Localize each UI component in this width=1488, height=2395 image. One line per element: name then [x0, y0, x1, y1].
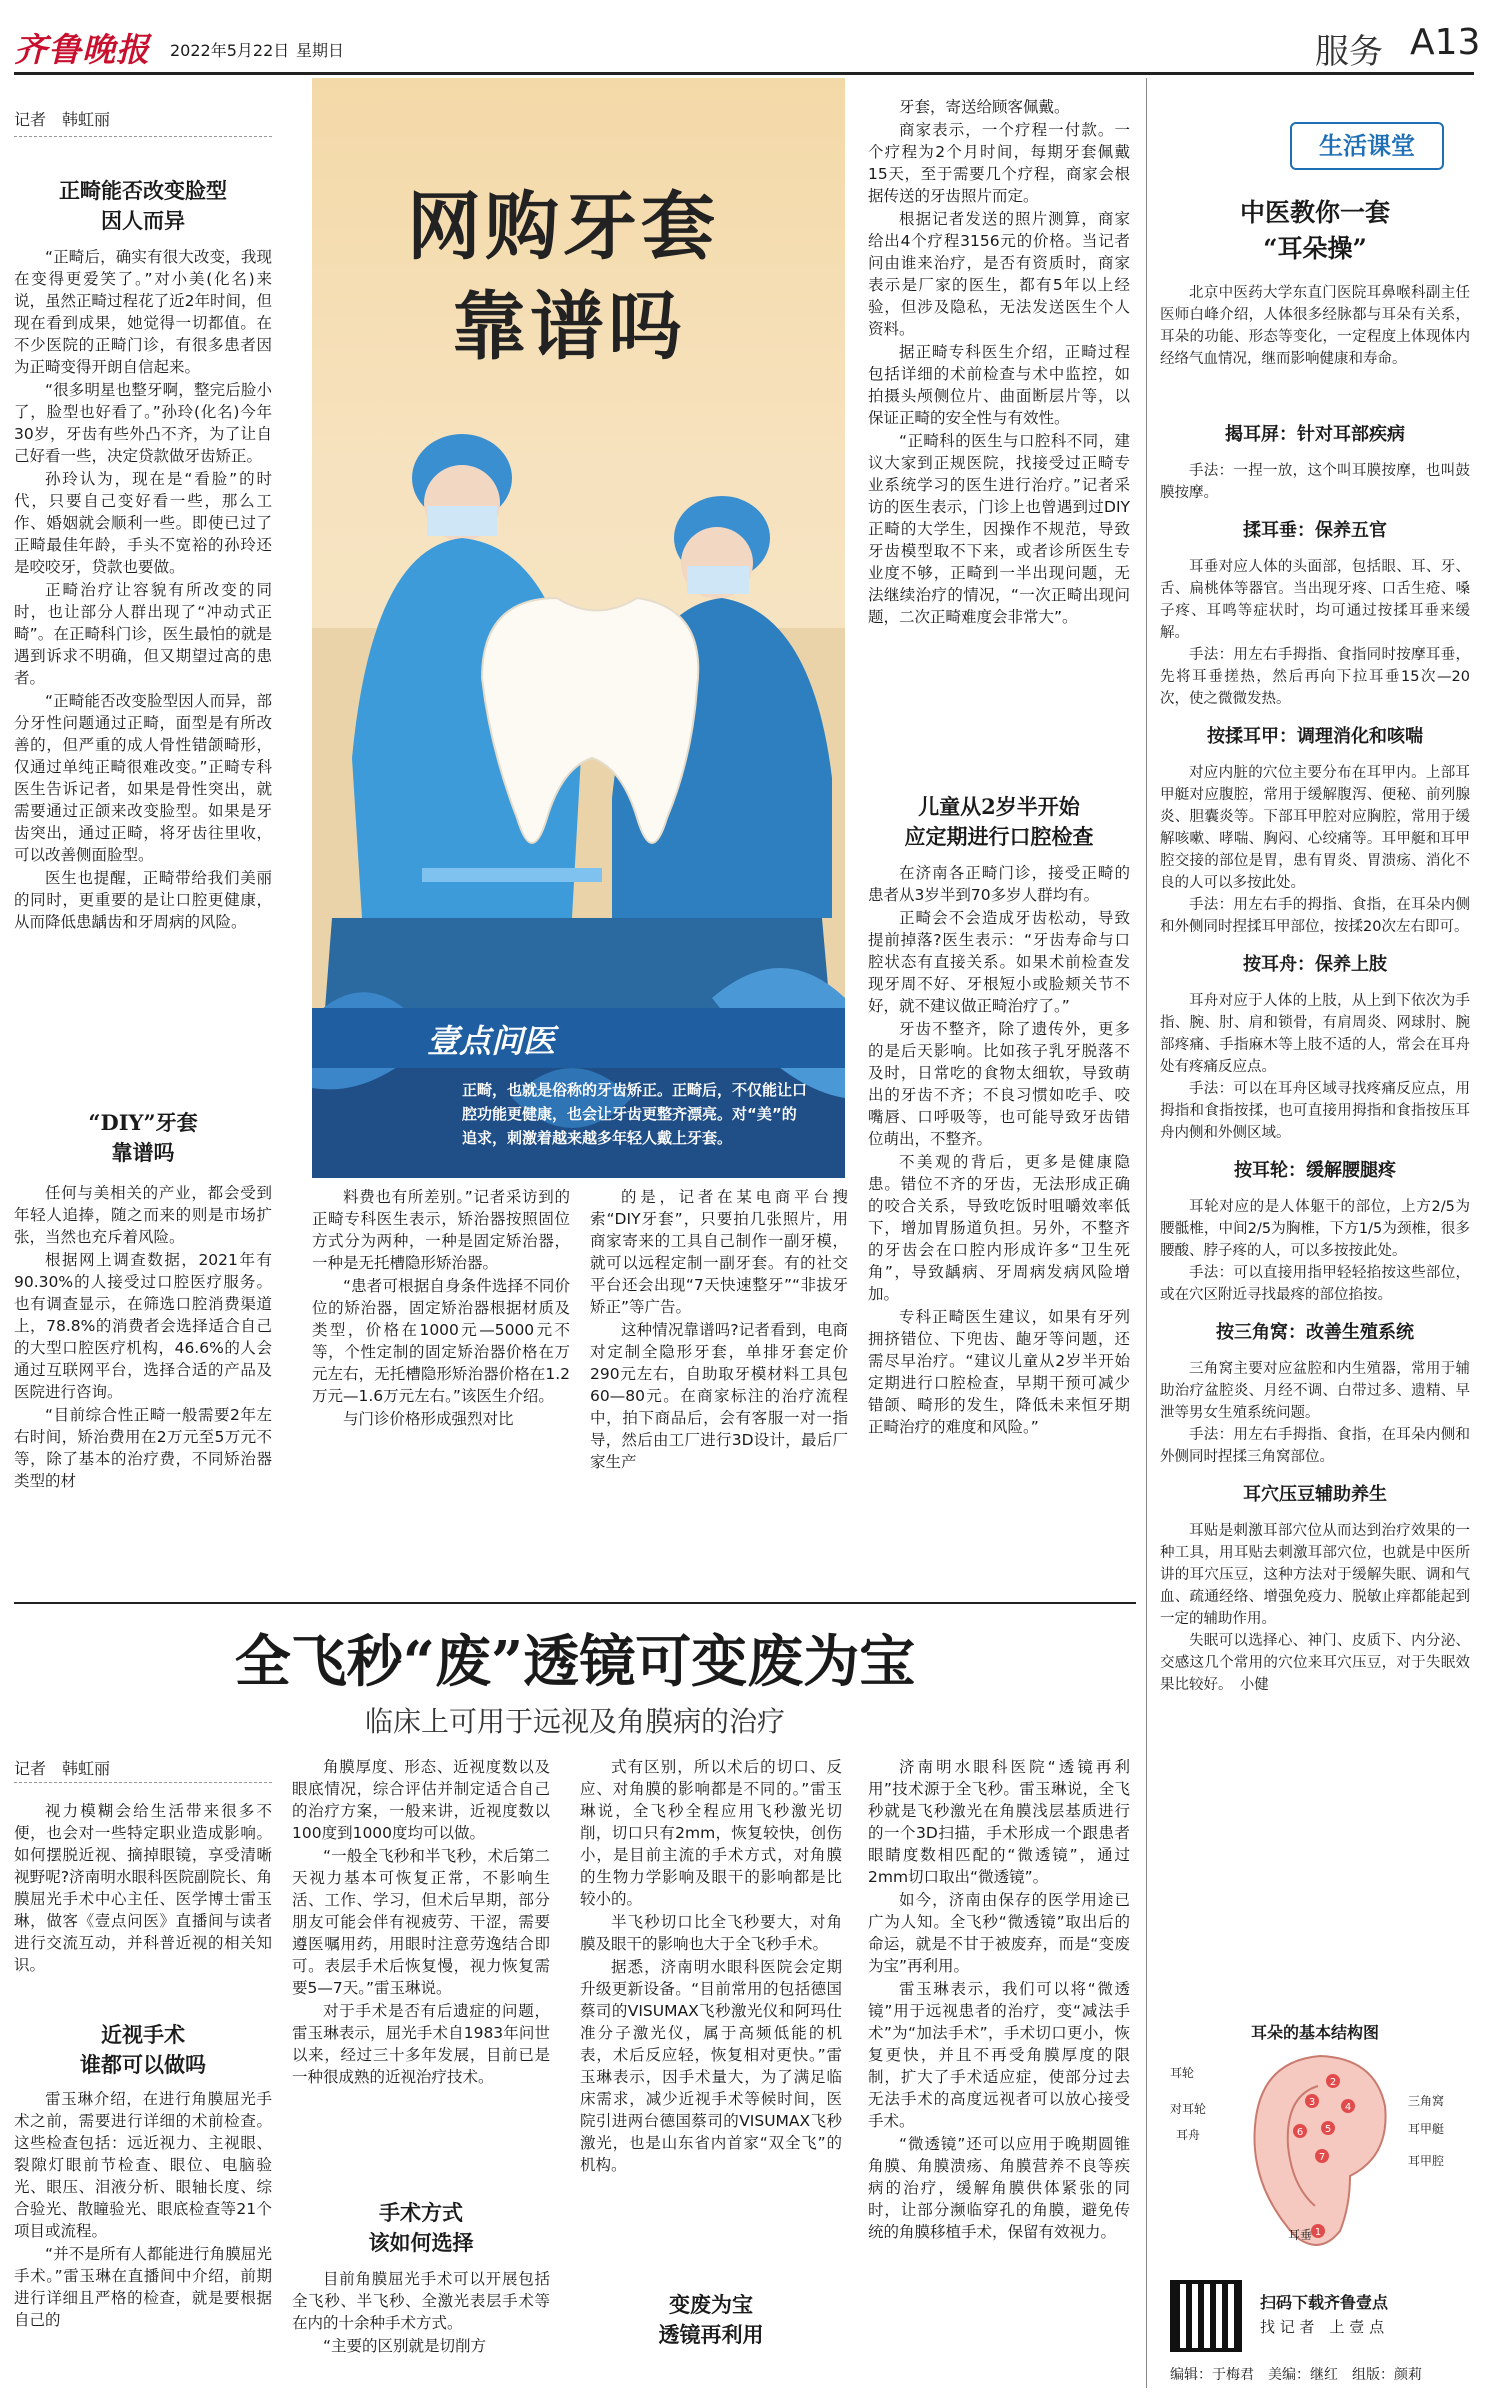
- ear-label: 耳轮: [1170, 2066, 1195, 2080]
- ear-label: 三角窝: [1408, 2094, 1445, 2108]
- ear-figure-title: 耳朵的基本结构图: [1250, 2023, 1379, 2042]
- tip-section: 揭耳屏：针对耳部疾病 手法：一捏一放，这个叫耳膜按摩，也叫鼓膜按摩。: [1160, 424, 1470, 501]
- story1-col2: 料费也有所差别。”记者采访到的正畸专科医生表示，矫治器按照固位方式分为两种，一种是固定矫治器，一种是无托槽隐形矫治器。 “患者可根据自身条件选择不同价位的矫治器，固定矫治器根据材质及类型，价格在1000元—5000元不等，个性定制的固定矫治器价格在万元左右，无托槽隐形矫治器价格在1.2万元—1.6万元左右。”该医生介绍。 与门诊价格形成强烈对比: [312, 1188, 570, 1428]
- ear-label: 耳垂: [1288, 2228, 1313, 2242]
- subhead-3a: 儿童从2岁半开始: [918, 794, 1080, 819]
- story1-col4b: 在济南各正畸门诊，接受正畸的患者从3岁半到70多岁人群均有。 正畸会不会造成牙齿松动，导致提前掉落?医生表示：“牙齿寿命与口腔状态有直接关系。如果术前检查发现牙周不好、牙根短小或脸颊关节不好，就不建议做正畸治疗了。” 牙齿不整齐，除了遗传外，更多的是后天影响。比如孩子乳牙脱落不及时，日常吃的食物太细软，导致萌出的牙齿不齐；不良习惯如吃手、咬嘴唇、口呼吸等，也可能导致牙齿错位萌出，不整齐。 不美观的背后，更多是健康隐患。错位不齐的牙齿，无法形成正确的咬合关系，导致吃饭时咀嚼效率低下，增加胃肠道负担。另外，不整齐的牙齿会在口腔内形成许多“卫生死角”，导致龋病、牙周病发病风险增加。 专科正畸医生建议，如果有牙列拥挤错位、下兜齿、龅牙等问题，还需尽早治疗。“建议儿童从2岁半开始定期进行口腔检查，早期干预可减少错颌、畸形的发生，降低未来恒牙期正畸治疗的难度和风险。”: [868, 864, 1130, 1436]
- qr-caption-2: 找 记 者 上 壹 点: [1260, 2318, 1385, 2336]
- illustration-lead: 正畸，也就是俗称的牙齿矫正。正畸后，不仅能让口腔功能更健康，也会让牙齿更整齐漂亮。对“美”的追求，刺激着越来越多年轻人戴上牙套。: [462, 1081, 808, 1147]
- tip-section: 按三角窝：改善生殖系统 三角窝主要对应盆腔和内生殖器，常用于辅助治疗盆腔炎、月经不调、白带过多、遗精、早泄等男女生殖系统问题。 手法：用左右手拇指、食指，在耳朵内侧和外侧同时捏揉三角窝部位。: [1160, 1322, 1470, 1465]
- story2-headline: 全飞秒“废”透镜可变废为宝: [234, 1629, 916, 1695]
- story2-col1b: 雷玉琳介绍，在进行角膜屈光手术之前，需要进行详细的术前检查。这些检查包括：远近视力、主视眼、裂隙灯眼前节检查、眼位、电脑验光、眼压、泪液分析、眼轴长度、综合验光、散瞳验光、眼底检查等21个项目或流程。 “并不是所有人都能进行角膜屈光手术。”雷玉琳在直播间中介绍，前期进行详细且严格的检查，就是要根据自己的: [14, 2090, 272, 2329]
- ear-label: 对耳轮: [1170, 2102, 1207, 2116]
- story1-col1: “正畸后，确实有很大改变，我现在变得更爱笑了。”对小美(化名)来说，虽然正畸过程花了近2年时间，但现在看到成果，她觉得一切都值。在不少医院的正畸门诊，有很多患者因为正畸变得开朗自信起来。 “很多明星也整牙啊，整完后脸小了，脸型也好看了。”孙玲(化名)今年30岁，牙齿有些外凸不齐，为了让自己好看一些，决定贷款做牙齿矫正。 孙玲认为，现在是“看脸”的时代，只要自己变好看一些，那么工作、婚姻就会顺利一些。即使已过了正畸最佳年龄，手头不宽裕的孙玲还是咬咬牙，贷款也要做。 正畸治疗让容貌有所改变的同时，也让部分人群出现了“冲动式正畸”。在正畸科门诊，医生最怕的就是遇到诉求不明确，但又期望过高的患者。 “正畸能否改变脸型因人而异，部分牙性问题通过正畸，面型是有所改善的，但严重的成人骨性错颌畸形，仅通过单纯正畸很难改变。”正畸专科医生告诉记者，如果是骨性突出，就需要通过正颌来改变脸型。如果是牙齿突出，通过正畸，将牙齿往里收，可以改善侧面脸型。 医生也提醒，正畸带给我们美丽的同时，更重要的是让口腔更健康，从而降低患龋齿和牙周病的风险。: [14, 248, 272, 931]
- svg-text:3: 3: [1308, 2097, 1316, 2108]
- column-tag: 生活课堂: [1290, 122, 1444, 170]
- story2-col1: 视力模糊会给生活带来很多不便，也会对一些特定职业造成影响。如何摆脱近视、摘掉眼镜，享受清晰视野呢?济南明水眼科医院副院长、角膜屈光手术中心主任、医学博士雷玉琳，做客《壹点问医》直播间与读者进行交流互动，并科普近视的相关知识。: [14, 1802, 272, 1974]
- story1-col3: 的是，记者在某电商平台搜索“DIY牙套”，只要拍几张照片，用商家寄来的工具自己制作一副牙模，就可以远程定制一副牙套。有的社交平台还会出现“7天快速整牙”“非拔牙矫正”等广告。 这种情况靠谱吗?记者看到，电商对定制全隐形牙套，单排牙套定价290元左右，自助取牙模材料工具包60—80元。在商家标注的治疗流程中，拍下商品后，会有客服一对一指导，然后由工厂进行3D设计，最后厂家生产: [590, 1188, 848, 1471]
- svg-text:7: 7: [1318, 2152, 1326, 2163]
- subhead-1a: 正畸能否改变脸型: [59, 178, 227, 203]
- right-intro: 北京中医药大学东直门医院耳鼻喉科副主任医师白峰介绍，人体很多经脉都与耳朵有关系，耳朵的功能、形态等变化，一定程度上体现体内经络气血情况，继而影响健康和寿命。: [1160, 285, 1470, 367]
- svg-text:1: 1: [1314, 2227, 1322, 2238]
- story1-col1b: 任何与美相关的产业，都会受到年轻人追捧，随之而来的则是市场扩张，当然也充斥着风险。 根据网上调查数据，2021年有90.30%的人接受过口腔医疗服务。也有调查显示，在筛选口腔消费渠道上，78.8%的消费者会选择适合自己的大型口腔医疗机构，46.6%的人会通过互联网平台，选择合适的产品及医院进行咨询。 “目前综合性正畸一般需要2年左右时间，矫治费用在2万元至5万元不等，除了基本的治疗费，不同矫治器类型的材: [14, 1184, 272, 1490]
- ear-label: 耳甲艇: [1408, 2122, 1445, 2136]
- masthead-logo: 齐鲁晚报: [14, 30, 150, 69]
- story2-col3: 式有区别，所以术后的切口、反应、对角膜的影响都是不同的。”雷玉琳说，全飞秒全程应用飞秒激光切削，切口只有2mm，恢复较快，创伤小，是目前主流的手术方式，对角膜的生物力学影响及眼干的影响都是比较小的。 半飞秒切口比全飞秒要大，对角膜及眼干的影响也大于全飞秒手术。 据悉，济南明水眼科医院会定期升级更新设备。“目前常用的包括德国蔡司的VISUMAX飞秒激光仪和阿玛仕准分子激光仪，属于高频低能的机表，术后反应轻，恢复相对更快。”雷玉琳表示，因手术量大，为了满足临床需求，减少近视手术等候时间，医院引进两台德国蔡司的VISUMAX飞秒激光，也是山东省内首家“双全飞”的机构。: [580, 1758, 842, 2174]
- s2-subhead-2b: 该如何选择: [368, 2230, 474, 2255]
- right-title-b: “耳朵操”: [1263, 234, 1367, 263]
- s2-subhead-2a: 手术方式: [379, 2200, 463, 2225]
- tip-section: 耳穴压豆辅助养生 耳贴是刺激耳部穴位从而达到治疗效果的一种工具，用耳贴去刺激耳部穴位，也就是中医所讲的耳穴压豆，这种方法对于缓解失眠、调和气血、疏通经络、增强免疫力、脱敏止痒都能起到一定的辅助作用。 失眠可以选择心、神门、皮质下、内分泌、交感这几个常用的穴位来耳穴压豆，对于失眠效果比较好。 小健: [1160, 1484, 1470, 1693]
- illustration-title-b: 靠谱吗: [452, 284, 686, 370]
- ear-label: 耳甲腔: [1408, 2154, 1445, 2168]
- reporter-line: 记者 韩虹丽: [14, 110, 111, 129]
- story2-subhead: 临床上可用于远视及角膜病的治疗: [364, 1705, 785, 1738]
- s2-subhead-3a: 变废为宝: [669, 2292, 753, 2317]
- reporter-line-2: 记者 韩虹丽: [14, 1759, 111, 1778]
- svg-text:2: 2: [1329, 2077, 1337, 2088]
- credits: 编辑：于梅君 美编：继红 组版：颜莉: [1170, 2367, 1422, 2383]
- subhead-2b: 靠谱吗: [111, 1140, 175, 1165]
- qr-code[interactable]: [1170, 2280, 1242, 2352]
- brand-badge: 壹点问医: [427, 1022, 556, 1060]
- story2-col2b: 目前角膜屈光手术可以开展包括全飞秒、半飞秒、全激光表层手术等在内的十余种手术方式。 “主要的区别就是切削方: [292, 2270, 550, 2355]
- right-title-a: 中医教你一套: [1239, 198, 1390, 227]
- subhead-1b: 因人而异: [101, 208, 185, 233]
- story2-col2: 角膜厚度、形态、近视度数以及眼底情况，综合评估并制定适合自己的治疗方案，一般来讲，近视度数以100度到1000度均可以做。 “一般全飞秒和半飞秒，术后第二天视力基本可恢复正常，不影响生活、工作、学习，但术后早期，部分朋友可能会伴有视疲劳、干涩，需要遵医嘱用药，用眼时注意劳逸结合即可。表层手术后恢复慢，视力恢复需要5—7天。”雷玉琳说。 对于手术是否有后遗症的问题，雷玉琳表示，屈光手术自1983年问世以来，经过三十多年发展，目前已是一种很成熟的近视治疗技术。: [292, 1758, 550, 2086]
- badge-label: [312, 1008, 845, 1068]
- s2-subhead-1b: 谁都可以做吗: [80, 2052, 206, 2077]
- masthead-weekday: 星期日: [296, 41, 345, 60]
- ear-diagram: [1200, 2046, 1440, 2256]
- svg-text:4: 4: [1344, 2102, 1352, 2113]
- page-number: A13: [1410, 22, 1481, 63]
- tip-section: 按耳舟：保养上肢 耳舟对应于人体的上肢，从上到下依次为手指、腕、肘、肩和锁骨，有肩周炎、网球肘、腕部疼痛、手指麻木等上肢不适的人，常会在耳舟处有疼痛反应点。 手法：可以在耳舟区域寻找疼痛反应点，用拇指和食指按揉，也可直接用拇指和食指按压耳舟内侧和外侧区域。: [1160, 954, 1470, 1141]
- ear-label: 耳舟: [1176, 2128, 1201, 2142]
- svg-text:5: 5: [1324, 2124, 1332, 2135]
- s2-subhead-1a: 近视手术: [101, 2022, 185, 2047]
- qr-caption-1: 扫码下载齐鲁壹点: [1260, 2293, 1389, 2312]
- tip-section: 揉耳垂：保养五官 耳垂对应人体的头面部，包括眼、耳、牙、舌、扁桃体等器官。当出现牙疼、口舌生疮、嗓子疼、耳鸣等症状时，均可通过按揉耳垂来缓解。 手法：用左右手拇指、食指同时按摩耳垂，先将耳垂搓热，然后再向下拉耳垂15次—20次，使之微微发热。: [1160, 520, 1470, 707]
- subhead-3b: 应定期进行口腔检查: [904, 824, 1094, 849]
- story1-col4: 牙套，寄送给顾客佩戴。 商家表示，一个疗程一付款。一个疗程为2个月时间，每期牙套佩戴15天，至于需要几个疗程，商家会根据传送的牙齿照片而定。 根据记者发送的照片测算，商家给出4个疗程3156元的价格。当记者问由谁来治疗，是否有资质时，商家表示是厂家的医生，都有5年以上经验，但涉及隐私，无法发送医生个人资料。 据正畸专科医生介绍，正畸过程包括详细的术前检查与术中监控，如拍摄头颅侧位片、曲面断层片等，以保证正畸的安全性与有效性。 “正畸科的医生与口腔科不同，建议大家到正规医院，找接受过正畸专业系统学习的医生进行治疗。”记者采访的医生表示，门诊上也曾遇到过DIY正畸的大学生，因操作不规范，导致牙齿模型取不下来，或者诊所医生专业度不够，正畸到一半出现问题，无法继续治疗的情况，“一次正畸出现问题，二次正畸难度会非常大”。: [868, 98, 1130, 626]
- masthead-date: 2022年5月22日: [170, 41, 290, 60]
- story2-col4: 济南明水眼科医院“透镜再利用”技术源于全飞秒。雷玉琳说，全飞秒就是飞秒激光在角膜浅层基质进行的一个3D扫描，手术形成一个跟患者眼睛度数相匹配的“微透镜”，通过2mm切口取出“微透镜”。 如今，济南由保存的医学用途已广为人知。全飞秒“微透镜”取出后的命运，就是不甘于被废弃，而是“变废为宝”再利用。 雷玉琳表示，我们可以将“微透镜”用于远视患者的治疗，变“减法手术”为“加法手术”，手术切口更小，恢复更快，并且不再受角膜厚度的限制，扩大了手术适应症，使部分过去无法手术的高度远视者可以放心接受手术。 “微透镜”还可以应用于晚期圆锥角膜、角膜溃疡、角膜营养不良等疾病的治疗，缓解角膜供体紧张的同时，让部分濒临穿孔的角膜，避免传统的角膜移植手术，保留有效视力。: [868, 1758, 1130, 2241]
- svg-text:6: 6: [1296, 2127, 1304, 2138]
- s2-subhead-3b: 透镜再利用: [658, 2322, 764, 2347]
- section-name: 服务: [1315, 32, 1383, 72]
- right-sections: [1160, 420, 1470, 1696]
- subhead-2a: “DIY”牙套: [88, 1110, 198, 1135]
- illustration-panel: [312, 78, 845, 1178]
- illustration-title-a: 网购牙套: [407, 184, 719, 270]
- tip-section: 按耳轮：缓解腰腿疼 耳轮对应的是人体躯干的部位，上方2/5为腰骶椎，中间2/5为胸椎，下方1/5为颈椎，很多腰酸、脖子疼的人，可以多按按此处。 手法：可以直接用指甲轻轻掐按这些部位，或在穴区附近寻找最疼的部位掐按。: [1160, 1160, 1470, 1303]
- tip-section: 按揉耳甲：调理消化和咳喘 对应内脏的穴位主要分布在耳甲内。上部耳甲艇对应腹腔，常用于缓解腹泻、便秘、前列腺炎、胆囊炎等。下部耳甲腔对应胸腔，常用于缓解咳嗽、哮喘、胸闷、心绞痛等。耳甲艇和耳甲腔交接的部位是胃，患有胃炎、胃溃疡、消化不良的人可以多按此处。 手法：用左右手的拇指、食指，在耳朵内侧和外侧同时捏揉耳甲部位，按揉20次左右即可。: [1160, 726, 1470, 935]
